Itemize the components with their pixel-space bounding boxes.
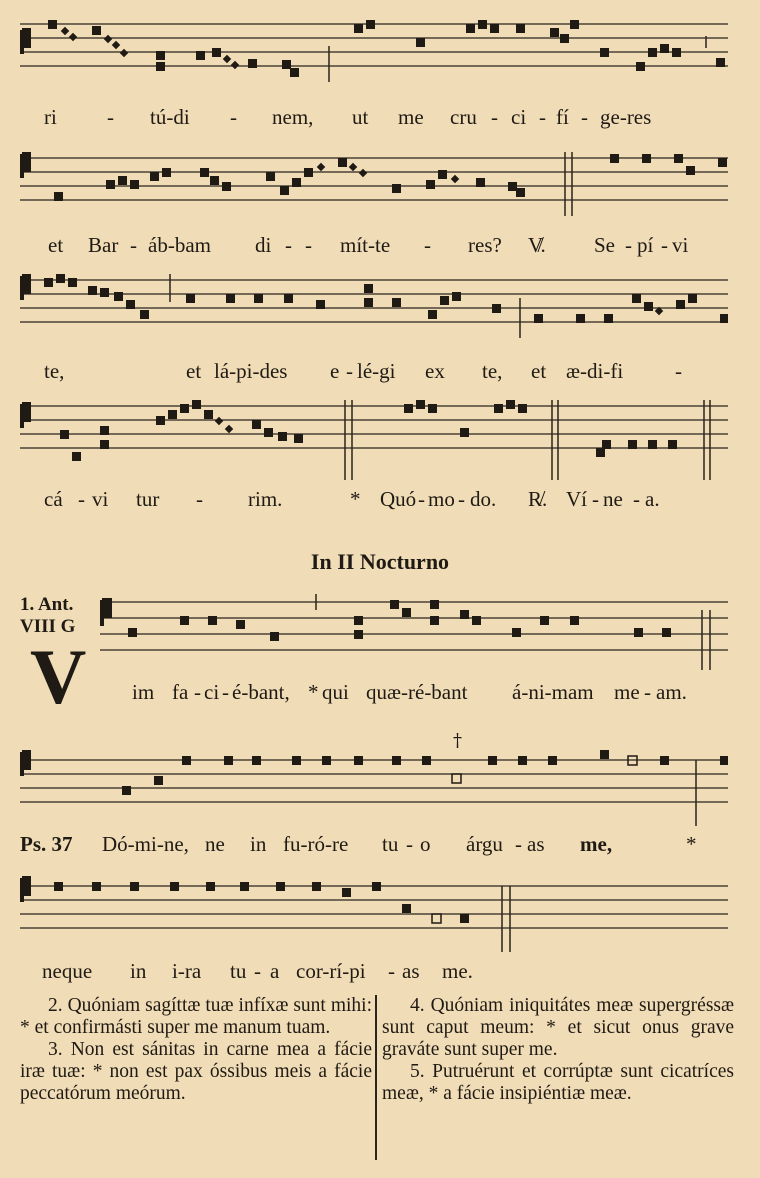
lyric-syllable: Se <box>594 233 615 257</box>
lyric-syllable: - <box>305 233 312 257</box>
antiphon-label <box>20 594 75 638</box>
lyric-syllable: ex <box>425 359 445 383</box>
lyric-syllable: me, <box>580 832 613 856</box>
verse-3: 3. Non est sánitas in carne mea a fácie iræ tuæ: * non est pax óssibus meis a fácie peccatórum meórum. <box>20 1039 372 1104</box>
verse-4: 4. Quóniam iniquitátes meæ supergréssæ sunt caput meum: * et sicut onus grave graváte sunt super me. <box>382 995 734 1060</box>
lyric-syllable: * <box>308 680 319 704</box>
lyric-syllable: as <box>527 832 545 856</box>
lyric-syllable: nem, <box>272 105 314 129</box>
antiphon-mode: VIII G <box>20 616 76 637</box>
lyric-syllable: áb-bam <box>148 233 211 257</box>
lyric-syllable: - <box>406 832 413 856</box>
lyric-syllable: ne <box>205 832 225 856</box>
lyric-syllable: tu <box>382 832 399 856</box>
lyric-syllable: me <box>398 105 424 129</box>
lyric-syllable: * <box>350 487 361 511</box>
staff-6-notation <box>20 750 728 826</box>
staff-5-notation <box>100 594 728 670</box>
staff-4 <box>20 400 728 464</box>
lyric-line-2 <box>0 233 760 261</box>
lyric-syllable: - <box>592 487 599 511</box>
verse-2: 2. Quóniam sagíttæ tuæ infíxæ sunt mihi: * et confirmásti super me manum tuam. <box>20 995 372 1038</box>
lyric-syllable: a. <box>645 487 660 511</box>
lyric-syllable: im <box>132 680 155 704</box>
lyric-syllable: tu <box>230 959 247 983</box>
lyric-syllable: quæ-ré-bant <box>366 680 468 704</box>
lyric-syllable: et <box>531 359 547 383</box>
verses-right-column <box>382 995 734 1105</box>
lyric-syllable: te, <box>482 359 503 383</box>
lyric-syllable: æ-di-fi <box>566 359 624 383</box>
lyric-line-7 <box>0 959 760 987</box>
lyric-syllable: pí <box>637 233 654 257</box>
lyric-syllable: cor-rí-pi <box>296 959 366 983</box>
lyric-syllable: - <box>515 832 522 856</box>
lyric-syllable: ne <box>603 487 623 511</box>
lyric-syllable: rim. <box>248 487 283 511</box>
lyric-syllable: o <box>420 832 431 856</box>
lyric-syllable: Dó-mi-ne, <box>102 832 189 856</box>
lyric-syllable: vi <box>92 487 109 511</box>
lyric-syllable: - <box>675 359 682 383</box>
lyric-syllable: - <box>230 105 237 129</box>
lyric-syllable: in <box>250 832 267 856</box>
section-heading: In II Nocturno <box>310 549 450 574</box>
lyric-syllable: tur <box>136 487 160 511</box>
lyric-line-6 <box>0 832 760 860</box>
lyric-syllable: vi <box>672 233 689 257</box>
lyric-syllable: tú-di <box>150 105 190 129</box>
lyric-syllable: - <box>424 233 431 257</box>
lyric-syllable: Bar <box>88 233 119 257</box>
staff-4-notation <box>20 400 728 480</box>
lyric-syllable: i-ra <box>172 959 202 983</box>
staff-6 <box>20 750 728 814</box>
lyric-syllable: fa <box>172 680 189 704</box>
lyric-line-1 <box>0 105 760 133</box>
lyric-syllable: fí <box>556 105 569 129</box>
staff-7-notation <box>20 876 728 952</box>
lyric-syllable: am. <box>656 680 687 704</box>
lyric-syllable: - <box>254 959 261 983</box>
lyric-syllable: - <box>107 105 114 129</box>
lyric-syllable: Quó <box>380 487 417 511</box>
lyric-syllable: - <box>194 680 201 704</box>
lyric-syllable: mo <box>428 487 455 511</box>
lyric-syllable: ut <box>352 105 369 129</box>
lyric-line-3 <box>0 359 760 387</box>
lyric-syllable: R̸. <box>528 487 548 511</box>
staff-7 <box>20 876 728 940</box>
lyric-syllable: - <box>78 487 85 511</box>
staff-1-notation <box>20 18 728 82</box>
lyric-syllable: cá <box>44 487 63 511</box>
lyric-syllable: - <box>388 959 395 983</box>
lyric-syllable: me. <box>442 959 473 983</box>
lyric-syllable: - <box>581 105 588 129</box>
lyric-syllable: qui <box>322 680 349 704</box>
lyric-syllable: - <box>491 105 498 129</box>
lyric-syllable: ci <box>511 105 527 129</box>
lyric-syllable: árgu <box>466 832 503 856</box>
lyric-syllable: mít-te <box>340 233 391 257</box>
lyric-syllable: et <box>186 359 202 383</box>
verse-5: 5. Putruérunt et corrúptæ sunt cicatríces meæ, * a fácie insipiéntiæ meæ. <box>382 1061 734 1104</box>
staff-5 <box>100 594 728 658</box>
psalm-verses <box>20 995 735 1165</box>
lyric-syllable: á-ni-mam <box>512 680 594 704</box>
lyric-syllable: - <box>458 487 465 511</box>
lyric-syllable: res? <box>468 233 502 257</box>
lyric-syllable: * <box>686 832 697 856</box>
lyric-syllable: - <box>661 233 668 257</box>
lyric-syllable: in <box>130 959 147 983</box>
lyric-line-5 <box>0 680 760 708</box>
column-divider <box>375 995 377 1160</box>
lyric-syllable: lá-pi-des <box>214 359 288 383</box>
lyric-syllable: Ps. 37 <box>20 832 73 856</box>
lyric-syllable: - <box>196 487 203 511</box>
lyric-syllable: te, <box>44 359 65 383</box>
lyric-syllable: lé-gi <box>357 359 396 383</box>
lyric-syllable: Ví <box>566 487 587 511</box>
lyric-syllable: as <box>402 959 420 983</box>
lyric-syllable: fu-ró-re <box>283 832 349 856</box>
lyric-syllable: e <box>330 359 340 383</box>
lyric-syllable: - <box>130 233 137 257</box>
verses-left-column <box>20 995 372 1105</box>
lyric-syllable: - <box>346 359 353 383</box>
antiphon-number: 1. Ant. <box>20 594 74 615</box>
lyric-syllable: cru <box>450 105 477 129</box>
staff-1 <box>20 18 728 82</box>
lyric-syllable: - <box>644 680 651 704</box>
lyric-syllable: me <box>614 680 640 704</box>
lyric-syllable: - <box>285 233 292 257</box>
cross-icon: † <box>453 730 462 751</box>
lyric-syllable: ge-res <box>600 105 652 129</box>
lyric-syllable: neque <box>42 959 93 983</box>
lyric-syllable: ri <box>44 105 57 129</box>
lyric-syllable: - <box>539 105 546 129</box>
staff-2-notation <box>20 152 728 216</box>
lyric-syllable: - <box>633 487 640 511</box>
staff-3 <box>20 274 728 338</box>
lyric-syllable: et <box>48 233 64 257</box>
lyric-syllable: - <box>222 680 229 704</box>
staff-3-notation <box>20 274 728 338</box>
lyric-syllable: é-bant, <box>232 680 290 704</box>
lyric-syllable: - <box>418 487 425 511</box>
staff-2 <box>20 152 728 216</box>
lyric-syllable: ci <box>204 680 220 704</box>
lyric-syllable: - <box>625 233 632 257</box>
lyric-line-4 <box>0 487 760 515</box>
lyric-syllable: di <box>255 233 272 257</box>
lyric-syllable: do. <box>470 487 497 511</box>
lyric-syllable: a <box>270 959 280 983</box>
initial-letter: V <box>30 633 87 720</box>
lyric-syllable: V̸. <box>528 233 546 257</box>
